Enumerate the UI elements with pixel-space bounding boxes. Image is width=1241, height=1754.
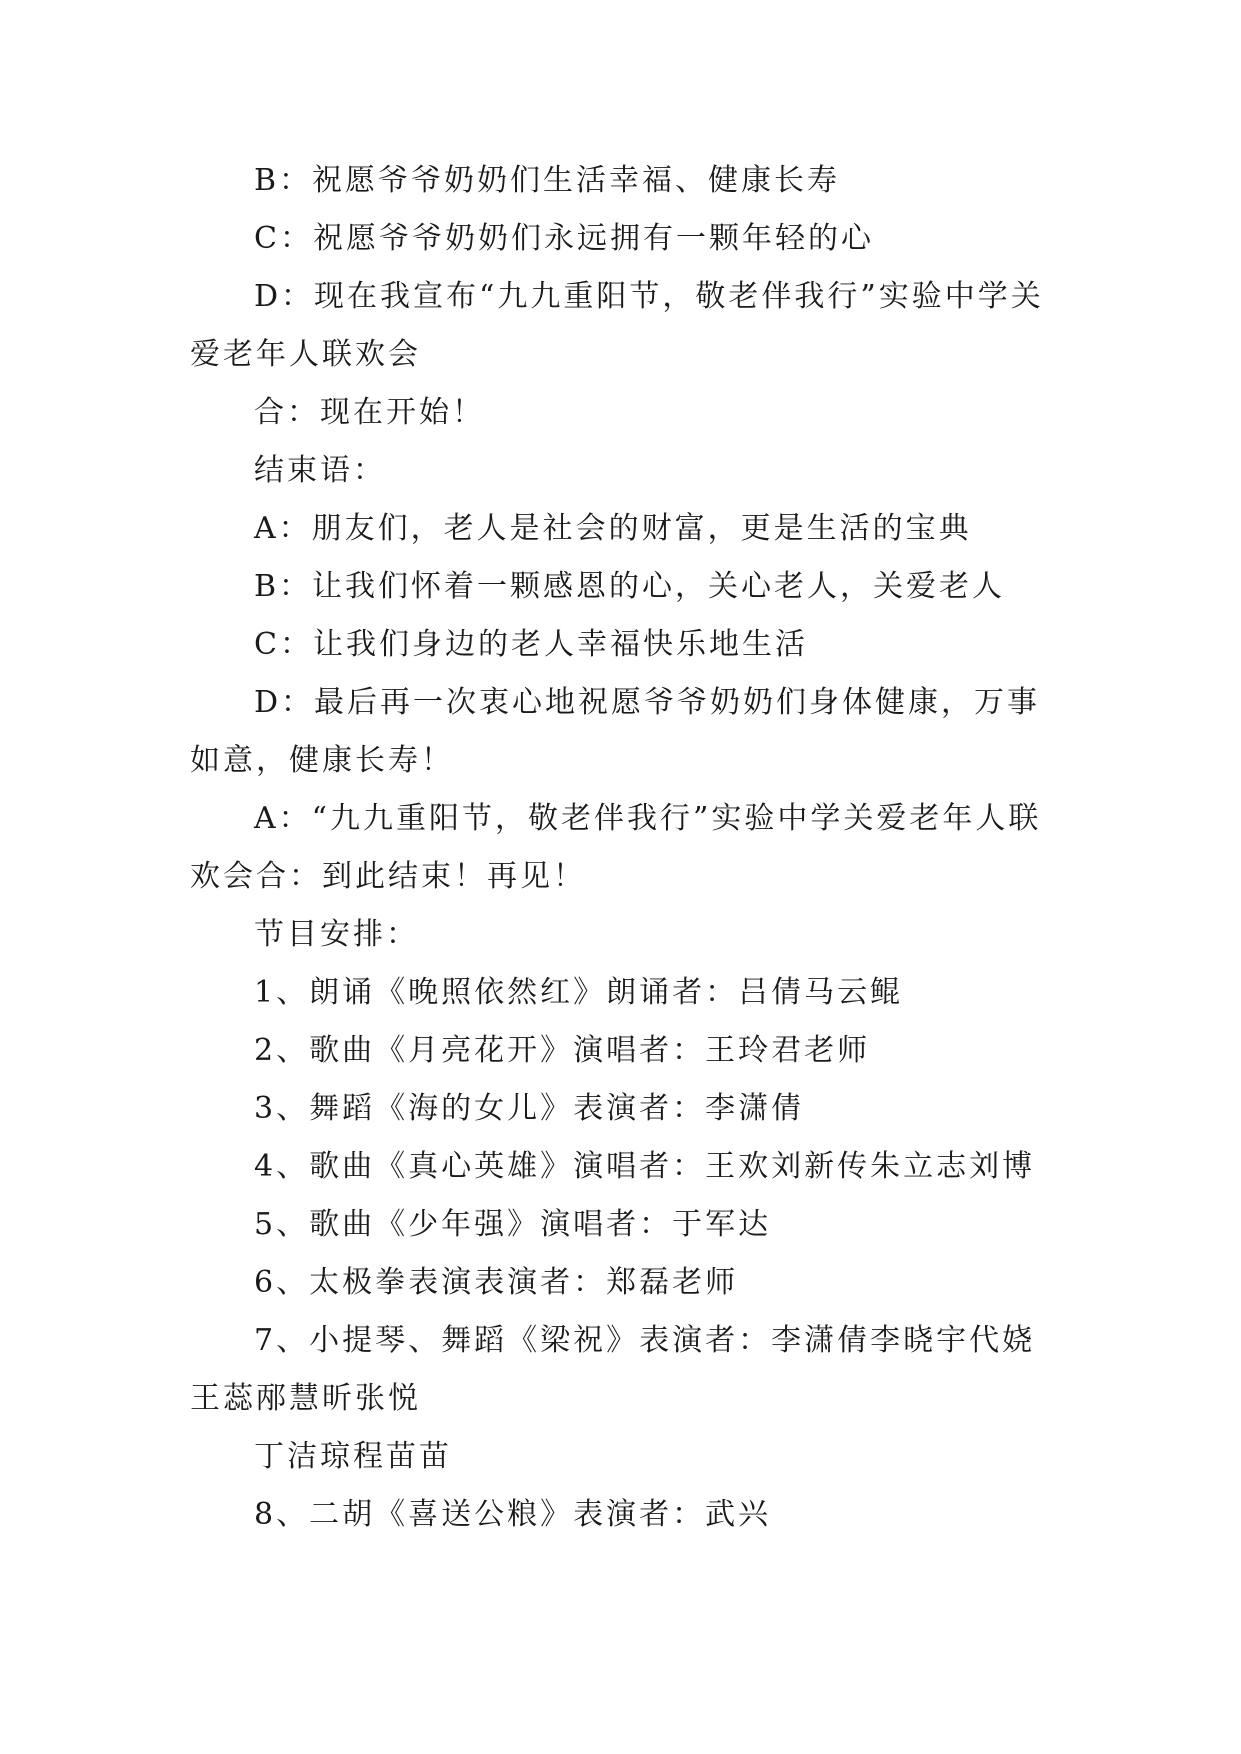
paragraph-c-wish: C：祝愿爷爷奶奶们永远拥有一颗年轻的心 <box>254 221 874 256</box>
program-heading: 节目安排： <box>254 917 419 952</box>
program-item: 3、舞蹈《海的女儿》表演者：李潇倩 <box>254 1091 805 1126</box>
paragraph-d-announce: D：现在我宣布“九九重阳节，敬老伴我行”实验中学关爱老年人联欢会 <box>190 279 1044 372</box>
paragraph-together-start: 合：现在开始！ <box>254 395 485 430</box>
paragraph-a-closing: A：朋友们，老人是社会的财富，更是生活的宝典 <box>254 511 972 546</box>
program-item: 1、朗诵《晚照依然红》朗诵者：吕倩马云鲲 <box>254 975 904 1010</box>
program-item: 2、歌曲《月亮花开》演唱者：王玲君老师 <box>254 1033 871 1068</box>
program-item-continuation: 丁洁琼程苗苗 <box>254 1439 452 1474</box>
paragraph-a-end: A：“九九重阳节，敬老伴我行”实验中学关爱老年人联欢会合：到此结束！再见！ <box>190 801 1042 894</box>
program-item: 5、歌曲《少年强》演唱者：于军达 <box>254 1207 772 1242</box>
document-body <box>190 152 1055 1544</box>
program-item: 6、太极拳表演表演者：郑磊老师 <box>254 1265 739 1300</box>
program-item: 4、歌曲《真心英雄》演唱者：王欢刘新传朱立志刘博 <box>254 1149 1036 1184</box>
paragraph-c-closing: C：让我们身边的老人幸福快乐地生活 <box>254 627 808 662</box>
closing-heading: 结束语： <box>254 453 386 488</box>
paragraph-b-closing: B：让我们怀着一颗感恩的心，关心老人，关爱老人 <box>254 569 1006 604</box>
paragraph-b-wish: B：祝愿爷爷奶奶们生活幸福、健康长寿 <box>254 163 841 198</box>
paragraph-d-closing: D：最后再一次衷心地祝愿爷爷奶奶们身体健康，万事如意，健康长寿！ <box>190 685 1041 778</box>
program-item: 8、二胡《喜送公粮》表演者：武兴 <box>254 1497 772 1532</box>
program-item: 7、小提琴、舞蹈《梁祝》表演者：李潇倩李晓宇代娆王蕊邴慧昕张悦 <box>190 1323 1036 1416</box>
